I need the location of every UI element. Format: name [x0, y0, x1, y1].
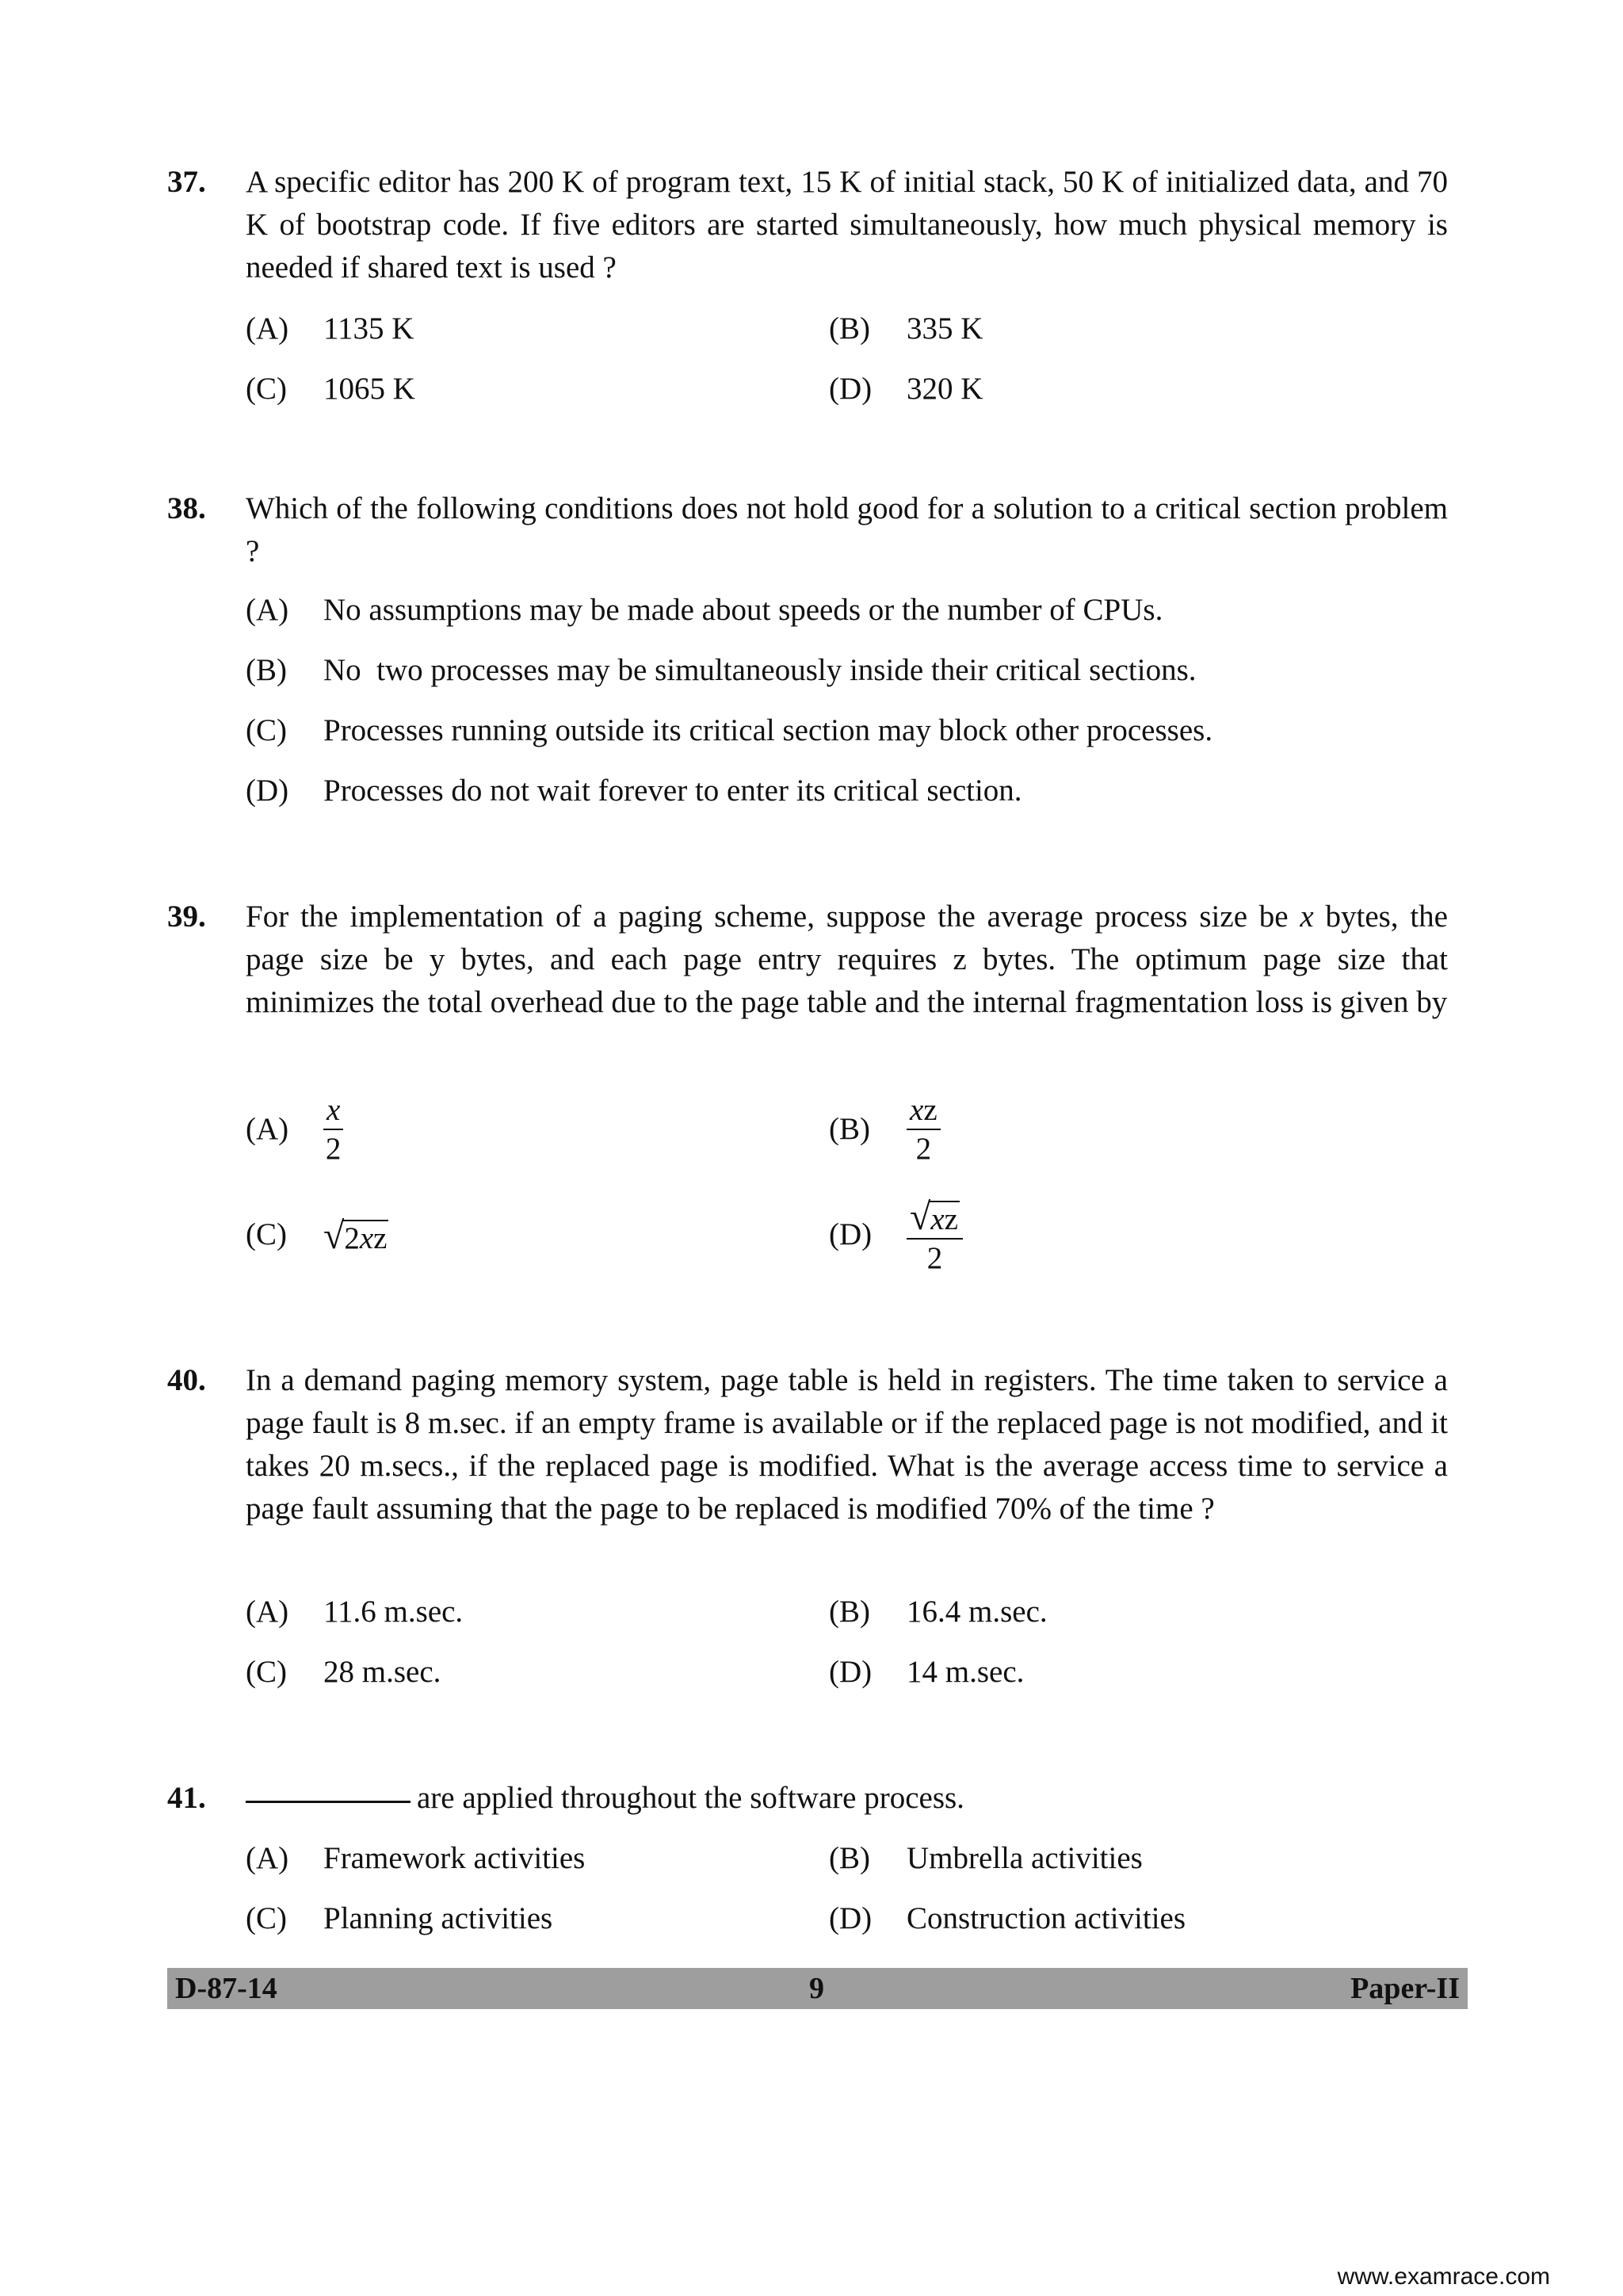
option-text: 320 K	[907, 372, 983, 406]
option-label: (D)	[829, 1217, 873, 1251]
question-37	[167, 161, 1448, 289]
option-label: (A)	[246, 1595, 289, 1629]
option-label: (A)	[246, 593, 289, 627]
question-41	[167, 1777, 1448, 1820]
question-text: For the implementation of a paging scheme, suppose the average process size be x bytes, the page size be y bytes, and each page entry requires z bytes. The optimum page size that minimizes the total overhead due to the page table and the internal fragmentation loss is given by	[246, 900, 1448, 1019]
question-number: 39.	[167, 900, 206, 934]
fraction	[907, 1095, 941, 1164]
option-d[interactable]	[829, 1897, 1186, 1940]
radicand: xz	[930, 1201, 958, 1236]
option-text: No assumptions may be made about speeds or the number of CPUs.	[323, 593, 1163, 627]
option-b[interactable]	[829, 1837, 1143, 1880]
option-label: (D)	[829, 1655, 873, 1689]
denominator: 2	[926, 1240, 943, 1275]
question-number: 41.	[167, 1781, 206, 1815]
option-label: (C)	[246, 372, 287, 406]
option-text: 14 m.sec.	[907, 1655, 1025, 1689]
option-label: (B)	[829, 1112, 870, 1146]
option-d[interactable]	[829, 1195, 963, 1274]
radical-sign-icon: √	[323, 1215, 345, 1257]
question-text: Which of the following conditions does not hold good for a solution to a critical section problem ?	[246, 491, 1448, 568]
option-label: (A)	[246, 1841, 289, 1875]
option-label: (A)	[246, 1112, 289, 1146]
option-text: 28 m.sec.	[323, 1655, 441, 1689]
option-c[interactable]	[246, 1651, 441, 1694]
option-b[interactable]	[829, 1591, 1048, 1633]
option-label: (B)	[829, 311, 870, 346]
page-footer	[167, 1968, 1468, 2009]
square-root	[323, 1215, 388, 1257]
option-a[interactable]	[246, 589, 1163, 632]
paper-title: Paper-II	[1350, 1972, 1460, 2005]
fill-in-blank	[246, 1801, 411, 1803]
option-c[interactable]	[246, 1897, 552, 1940]
option-label: (D)	[829, 1901, 873, 1935]
fraction	[323, 1095, 343, 1164]
option-d[interactable]	[829, 368, 983, 411]
denominator: 2	[915, 1132, 932, 1166]
option-text: Processes running outside its critical section may block other processes.	[323, 713, 1213, 747]
option-label: (C)	[246, 1217, 287, 1251]
question-38	[167, 487, 1448, 573]
option-label: (C)	[246, 713, 287, 747]
option-d[interactable]	[246, 770, 1022, 812]
option-text: Framework activities	[323, 1841, 586, 1875]
option-c[interactable]	[246, 368, 415, 411]
option-label: (A)	[246, 311, 289, 346]
option-b[interactable]	[246, 649, 1197, 692]
option-a[interactable]	[246, 1837, 585, 1880]
numerator: xz	[907, 1095, 941, 1130]
question-number: 37.	[167, 165, 206, 199]
fraction	[907, 1197, 963, 1274]
option-label: (B)	[829, 1595, 870, 1629]
question-text: are applied throughout the software process.	[246, 1777, 1448, 1820]
option-label: (D)	[246, 774, 289, 808]
option-text: Construction activities	[907, 1901, 1186, 1935]
question-text: In a demand paging memory system, page table is held in registers. The time taken to service a page fault is 8 m.sec. if an empty frame is available or if the replaced page is not modified, and it takes 20 m.secs., if the replaced page is modified. What is the average access time to service a page fault assuming that the page to be replaced is modified 70% of the time ?	[246, 1363, 1448, 1526]
option-text: 335 K	[907, 311, 983, 346]
option-c[interactable]	[246, 1195, 388, 1274]
question-number: 40.	[167, 1363, 206, 1397]
option-label: (C)	[246, 1901, 287, 1935]
website-watermark: www.examrace.com	[1337, 2264, 1550, 2290]
question-40	[167, 1359, 1448, 1530]
option-text: Planning activities	[323, 1901, 553, 1935]
option-text: 11.6 m.sec.	[323, 1595, 464, 1629]
page-number: 9	[809, 1972, 824, 2005]
option-label: (D)	[829, 372, 873, 406]
numerator: x	[323, 1095, 343, 1130]
option-text: 1135 K	[323, 311, 414, 346]
option-text: Processes do not wait forever to enter its critical section.	[323, 774, 1022, 808]
option-b[interactable]	[829, 308, 983, 350]
radical-sign-icon: √	[910, 1195, 931, 1238]
option-a[interactable]	[246, 1591, 463, 1633]
option-label: (C)	[246, 1655, 287, 1689]
denominator: 2	[325, 1132, 342, 1166]
square-root	[910, 1195, 960, 1238]
option-label: (B)	[829, 1841, 870, 1875]
option-label: (B)	[246, 653, 287, 687]
option-text: Umbrella activities	[907, 1841, 1143, 1875]
radicand: 2xz	[344, 1221, 388, 1255]
question-39	[167, 896, 1448, 1024]
option-b[interactable]	[829, 1090, 941, 1169]
option-c[interactable]	[246, 709, 1212, 752]
option-a[interactable]	[246, 1090, 343, 1169]
option-a[interactable]	[246, 308, 414, 350]
numerator	[907, 1197, 963, 1240]
option-text: 16.4 m.sec.	[907, 1595, 1048, 1629]
question-text: A specific editor has 200 K of program text, 15 K of initial stack, 50 K of initialized data, and 70 K of bootstrap code. If five editors are started simultaneously, how much physical memory is needed if shared text is used ?	[246, 165, 1448, 285]
option-text: 1065 K	[323, 372, 415, 406]
option-text: No two processes may be simultaneously inside their critical sections.	[323, 653, 1197, 687]
question-number: 38.	[167, 491, 206, 525]
option-d[interactable]	[829, 1651, 1024, 1694]
paper-code: D-87-14	[175, 1972, 277, 2005]
